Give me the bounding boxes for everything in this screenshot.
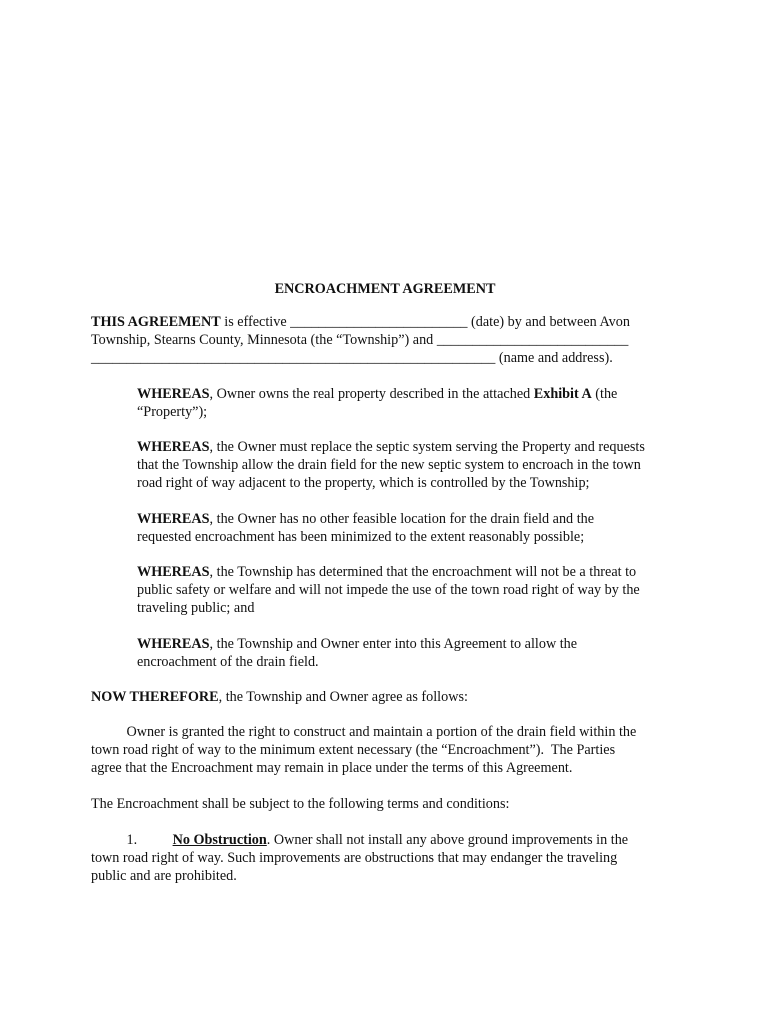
whereas-2-line-2: that the Township allow the drain field for the new septic system to encroach in the town bbox=[137, 457, 641, 473]
term-1-number: 1. bbox=[91, 832, 173, 848]
term-1-heading: No Obstruction bbox=[172, 832, 267, 848]
grant-line-3: agree that the Encroachment may remain in place under the terms of this Agreement. bbox=[91, 760, 573, 776]
whereas-3-text: , the Owner has no other feasible location for the drain field and the bbox=[209, 511, 595, 527]
term-1-text: . Owner shall not install any above ground improvements in the bbox=[266, 832, 629, 848]
whereas-2-lead: WHEREAS bbox=[137, 439, 210, 455]
intro-line-3: _________________________________________________________ (name and address). bbox=[91, 350, 613, 366]
exhibit-a-reference: Exhibit A bbox=[533, 386, 592, 402]
whereas-2-text: , the Owner must replace the septic system serving the Property and requests bbox=[209, 439, 645, 455]
intro-line-1-text: is effective _________________________ (date) by and between Avon bbox=[220, 314, 630, 330]
whereas-clause-5 bbox=[137, 635, 677, 671]
whereas-5-line-2: encroachment of the drain field. bbox=[137, 654, 319, 670]
whereas-clause-3 bbox=[137, 510, 677, 546]
now-therefore-lead: NOW THEREFORE bbox=[91, 689, 219, 705]
whereas-5-line-1 bbox=[137, 635, 677, 653]
grant-line-1: Owner is granted the right to construct and maintain a portion of the drain field within the bbox=[91, 724, 637, 740]
term-1-no-obstruction bbox=[91, 831, 681, 885]
whereas-clause-4 bbox=[137, 563, 677, 617]
terms-intro-line: The Encroachment shall be subject to the following terms and conditions: bbox=[91, 796, 510, 812]
whereas-5-text: , the Township and Owner enter into this Agreement to allow the bbox=[209, 636, 578, 652]
intro-line-2: Township, Stearns County, Minnesota (the “Township”) and ___________________________ bbox=[91, 332, 629, 348]
whereas-3-line-2: requested encroachment has been minimized to the extent reasonably possible; bbox=[137, 529, 585, 545]
whereas-clause-2 bbox=[137, 438, 677, 492]
whereas-4-lead: WHEREAS bbox=[137, 564, 210, 580]
whereas-2-line-3: road right of way adjacent to the property, which is controlled by the Township; bbox=[137, 475, 590, 491]
term-1-line-1 bbox=[91, 831, 681, 849]
whereas-clause-1 bbox=[137, 385, 677, 421]
whereas-2-line-1 bbox=[137, 438, 677, 456]
whereas-1-text-a: , Owner owns the real property described in the attached bbox=[209, 386, 534, 402]
now-therefore-line bbox=[91, 688, 681, 706]
whereas-4-line-3: traveling public; and bbox=[137, 600, 255, 616]
whereas-1-lead: WHEREAS bbox=[137, 386, 210, 402]
term-1-line-3: public and are prohibited. bbox=[91, 868, 237, 884]
terms-intro-paragraph bbox=[91, 795, 681, 813]
intro-bold-lead: THIS AGREEMENT bbox=[91, 314, 221, 330]
grant-paragraph bbox=[91, 723, 681, 777]
whereas-1-line-2: “Property”); bbox=[137, 404, 208, 420]
grant-line-2: town road right of way to the minimum extent necessary (the “Encroachment”). The Parties bbox=[91, 742, 616, 758]
whereas-3-lead: WHEREAS bbox=[137, 511, 210, 527]
whereas-4-line-1 bbox=[137, 563, 677, 581]
intro-line-1 bbox=[91, 313, 681, 331]
whereas-1-line-1 bbox=[137, 385, 677, 403]
whereas-4-line-2: public safety or welfare and will not impede the use of the town road right of way by the bbox=[137, 582, 640, 598]
document-title: ENCROACHMENT AGREEMENT bbox=[274, 281, 496, 297]
whereas-5-lead: WHEREAS bbox=[137, 636, 210, 652]
intro-paragraph bbox=[91, 313, 681, 367]
whereas-1-text-c: (the bbox=[591, 386, 618, 402]
term-1-line-2: town road right of way. Such improvements are obstructions that may endanger the traveling bbox=[91, 850, 618, 866]
now-therefore-text: , the Township and Owner agree as follows: bbox=[218, 689, 468, 705]
now-therefore-paragraph bbox=[91, 688, 681, 706]
whereas-3-line-1 bbox=[137, 510, 677, 528]
whereas-4-text: , the Township has determined that the encroachment will not be a threat to bbox=[209, 564, 637, 580]
